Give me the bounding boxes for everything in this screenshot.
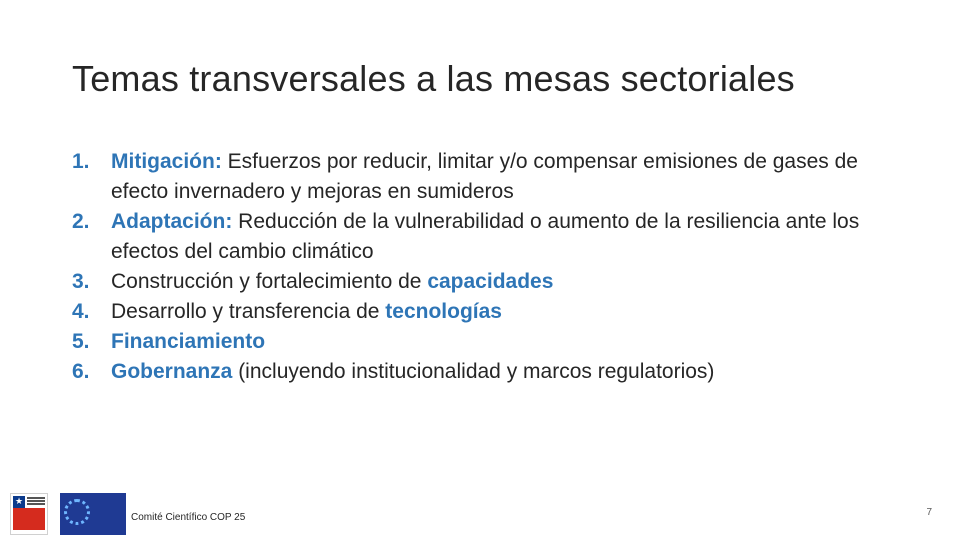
item-text: (incluyendo institucionalidad y marcos regulatorios) bbox=[232, 360, 715, 383]
item-text: Desarrollo y transferencia de bbox=[111, 300, 386, 323]
item-highlight: Gobernanza bbox=[111, 360, 233, 383]
item-number: 3. bbox=[72, 270, 90, 293]
flag-red-field bbox=[13, 508, 45, 530]
item-highlight: tecnologías bbox=[385, 300, 502, 323]
list-item bbox=[72, 327, 902, 357]
list-item bbox=[72, 267, 902, 297]
cop25-logo bbox=[60, 493, 126, 535]
item-number: 1. bbox=[72, 150, 90, 173]
footer-text: Comité Científico COP 25 bbox=[131, 512, 246, 523]
slide-title: Temas transversales a las mesas sectoriales bbox=[72, 58, 795, 99]
government-logo bbox=[10, 493, 48, 535]
item-text: Reducción de la vulnerabilidad o aumento de la resiliencia ante los efectos del cambio climático bbox=[111, 210, 860, 263]
item-number: 5. bbox=[72, 330, 90, 353]
item-highlight: Financiamiento bbox=[111, 330, 266, 353]
item-text: Construcción y fortalecimiento de bbox=[111, 270, 428, 293]
logo-text-lines bbox=[27, 497, 45, 499]
item-highlight: Adaptación: bbox=[111, 210, 233, 233]
list-item bbox=[72, 147, 902, 207]
page-number: 7 bbox=[926, 507, 932, 518]
star-icon: ★ bbox=[14, 496, 24, 506]
item-text: Esfuerzos por reducir, limitar y/o compensar emisiones de gases de efecto invernadero y mejoras en sumideros bbox=[111, 150, 858, 203]
item-highlight: capacidades bbox=[427, 270, 554, 293]
cop-ring-icon bbox=[64, 499, 90, 525]
list-item bbox=[72, 297, 902, 327]
item-number: 6. bbox=[72, 360, 90, 383]
list-item bbox=[72, 357, 902, 387]
list-item bbox=[72, 207, 902, 267]
item-highlight: Mitigación: bbox=[111, 150, 222, 173]
topics-list bbox=[72, 147, 902, 387]
item-number: 4. bbox=[72, 300, 90, 323]
item-number: 2. bbox=[72, 210, 90, 233]
